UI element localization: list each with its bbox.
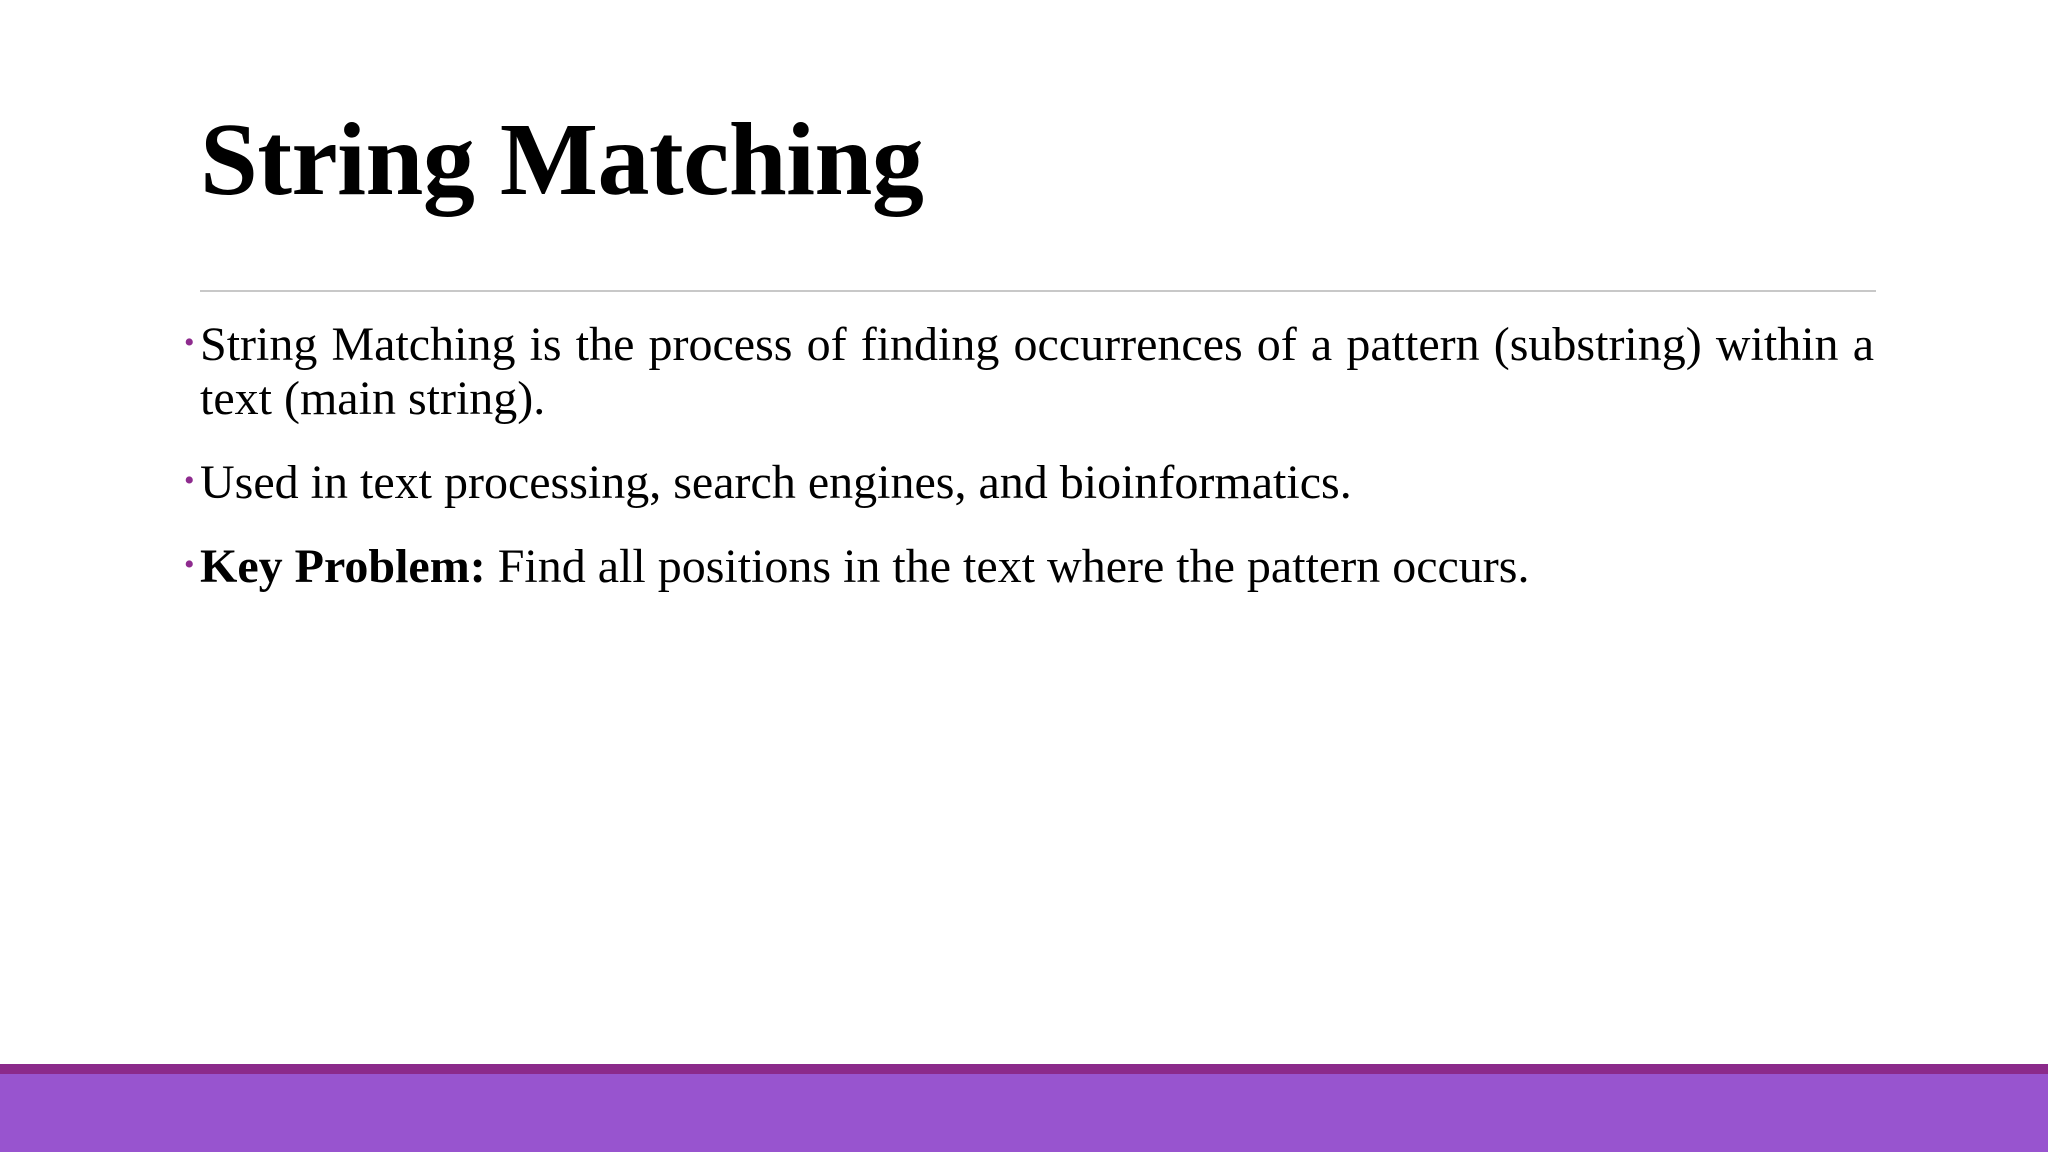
bullet-marker-icon: •	[184, 464, 195, 497]
bullet-marker-icon: •	[184, 326, 195, 359]
slide-title: String Matching	[200, 102, 924, 217]
bullet-marker-icon: •	[184, 548, 195, 581]
title-divider	[200, 290, 1876, 292]
key-problem-label: Key Problem:	[200, 540, 486, 593]
bullet-text: String Matching is the process of finding occurrences of a pattern (substring) within a text (main string).	[200, 318, 1874, 425]
bullet-text: Used in text processing, search engines, and bioinformatics.	[200, 456, 1352, 509]
bullet-item-uses	[184, 456, 1874, 510]
footer-accent-line	[0, 1064, 2048, 1074]
key-problem-text: Find all positions in the text where the pattern occurs.	[485, 540, 1530, 593]
footer-bar	[0, 1074, 2048, 1152]
bullet-item-definition	[184, 318, 1874, 426]
bullet-item-key-problem	[184, 540, 1874, 594]
bullet-text	[200, 540, 1529, 593]
bullet-list	[184, 318, 1874, 624]
